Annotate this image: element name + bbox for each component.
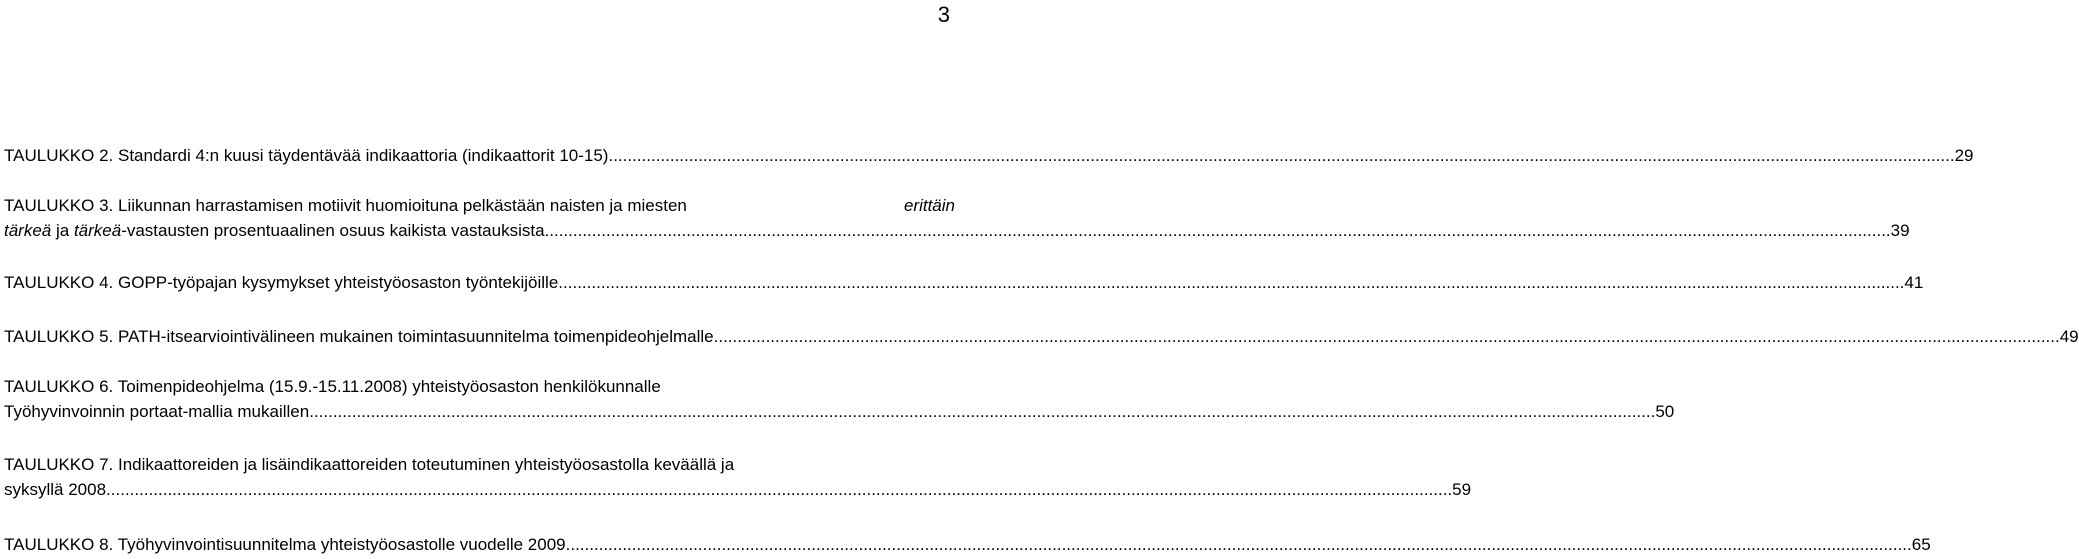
toc-page-number: 50 <box>1655 402 1675 421</box>
dot-leader <box>718 324 2059 349</box>
toc-entry-title: TAULUKKO 2. Standardi 4:n kuusi täydentävää indikaattoria (indikaattorit 10-15). <box>4 146 614 165</box>
connector-text: ja <box>51 221 74 240</box>
dot-leader <box>314 399 1655 424</box>
toc-entry-title: TAULUKKO 7. Indikaattoreiden ja lisäindikaattoreiden toteutuminen yhteistyöosastolla keväällä ja <box>4 455 735 474</box>
toc-entry-taulukko-7[interactable] <box>4 452 1472 502</box>
toc-entry-title-continued: syksyllä 2008. <box>4 480 111 499</box>
toc-entry-taulukko-8[interactable] <box>4 532 1931 557</box>
toc-page-number: 29 <box>1954 146 1974 165</box>
toc-entry-taulukko-5[interactable] <box>4 324 2079 349</box>
toc-page-number: 39 <box>1890 221 1910 240</box>
toc-entry-taulukko-6[interactable] <box>4 374 1675 424</box>
toc-entry-taulukko-2[interactable] <box>4 143 1974 168</box>
dot-leader <box>111 477 1452 502</box>
italic-term: tärkeä <box>4 221 52 240</box>
toc-entry-title-continued: Työhyvinvoinnin portaat-mallia mukaillen. <box>4 402 314 421</box>
toc-page-number: 59 <box>1452 480 1472 499</box>
toc-entry-title: TAULUKKO 5. PATH-itsearviointivälineen mukainen toimintasuunnitelma toimenpideohjelmalle. <box>4 327 719 346</box>
toc-entry-taulukko-4[interactable] <box>4 270 1924 295</box>
toc-entry-title: TAULUKKO 8. Työhyvinvointisuunnitelma yhteistyöosastolle vuodelle 2009. <box>4 535 571 554</box>
dot-leader <box>613 143 1954 168</box>
toc-entry-title: TAULUKKO 3. Liikunnan harrastamisen motiivit huomioituna pelkästään naisten ja miesten <box>4 196 687 215</box>
toc-page-number: 41 <box>1904 273 1924 292</box>
toc-entry-taulukko-3[interactable] <box>4 193 1910 243</box>
toc-entry-line <box>4 193 955 218</box>
toc-page-number: 65 <box>1911 535 1931 554</box>
dot-leader <box>570 532 1911 557</box>
dot-leader <box>563 270 1904 295</box>
dot-leader <box>549 218 1890 243</box>
toc-entry-title-continued <box>4 218 549 243</box>
toc-page-number: 49 <box>2059 327 2079 346</box>
page-number: 3 <box>937 2 950 27</box>
toc-entry-title-italic: erittäin <box>903 196 955 215</box>
toc-entry-rest: -vastausten prosentuaalinen osuus kaikista vastauksista. <box>121 221 550 240</box>
italic-term: tärkeä <box>73 221 122 240</box>
toc-entry-title: TAULUKKO 4. GOPP-työpajan kysymykset yhteistyöosaston työntekijöille. <box>4 273 564 292</box>
toc-entry-title: TAULUKKO 6. Toimenpideohjelma (15.9.-15.11.2008) yhteistyöosaston henkilökunnalle <box>4 377 661 396</box>
